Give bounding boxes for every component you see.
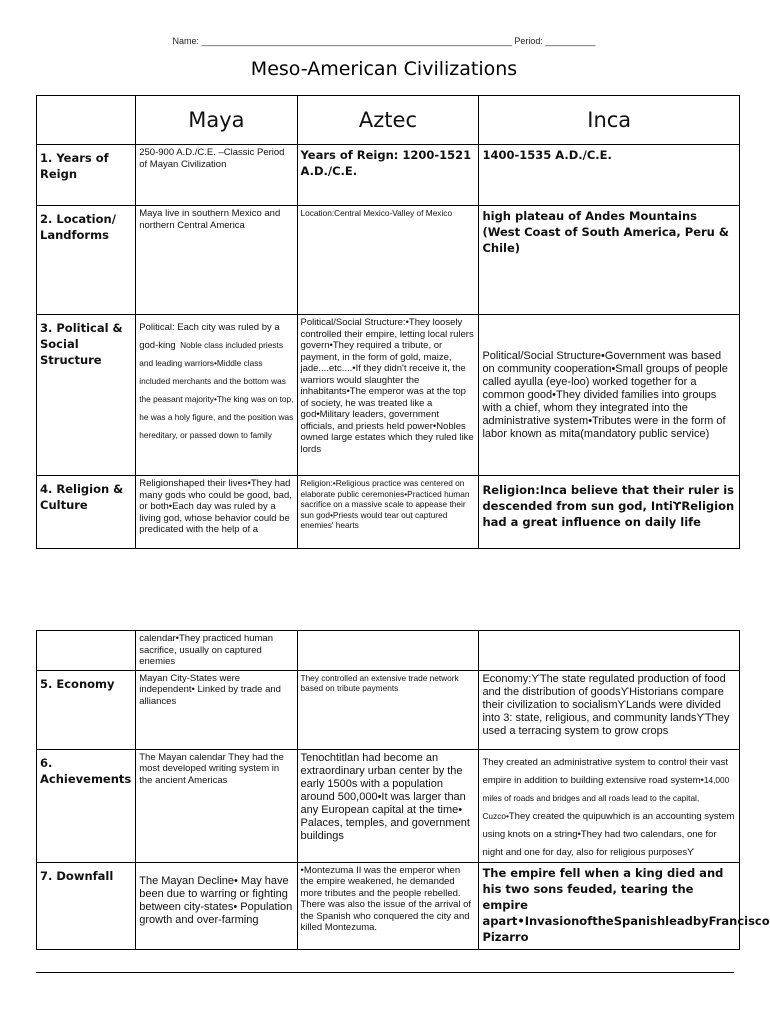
inca-continuation-cell: [479, 631, 740, 671]
aztec-downfall-cell: •Montezuma II was the emperor when the empire weakened, he demanded more tributes and the people rebelled. There was also the issue of the arrival of the Spanish who conquered the city and killed Montezuma.: [297, 862, 479, 949]
continuation-category-cell: [37, 631, 136, 671]
civilizations-table-page-1: [36, 95, 740, 549]
inca-economy-cell: Economy:ϒThe state regulated production of food and the distribution of goodsϒHistorians compare their civilization to socialismϒLands were divided into 3: state, religious, and community landsϒThey used a terracing system to grow crops: [479, 670, 740, 749]
column-header-maya: Maya: [136, 96, 297, 145]
category-downfall: 7. Downfall: [37, 862, 136, 949]
table-row: [37, 749, 740, 862]
aztec-continuation-cell: [297, 631, 479, 671]
inca-political-cell: Political/Social Structure•Government was based on community cooperation•Small groups of people called ayulla (eye-loo) worked together for a common good•They divided families into groups with a chief, whom they integrated into the administrative system•Tributes were in the form of labor known as mita(mandatory public service): [479, 315, 740, 476]
category-economy: 5. Economy: [37, 670, 136, 749]
maya-years-cell: 250-900 A.D./C.E. –Classic Period of Mayan Civilization: [136, 145, 297, 206]
table-row: [37, 206, 740, 315]
aztec-years-cell: Years of Reign: 1200-1521 A.D./C.E.: [297, 145, 479, 206]
maya-religion-cell: Religionshaped their lives•They had many gods who could be good, bad, or both•Each day was ruled by a living god, whose behavior could be predicated with the help of a: [136, 476, 297, 549]
category-achievements: 6. Achievements: [37, 749, 136, 862]
inca-downfall-cell: The empire fell when a king died and his two sons feuded, tearing the empire apart•InvasionoftheSpanishleadbyFrancisco Pizarro: [479, 862, 740, 949]
corner-cell: [37, 96, 136, 145]
maya-political-lead: Political: Each city was ruled by a god-king: [139, 322, 280, 351]
inca-achievements-part-1: They created an administrative system to control their vast empire in addition to building extensive road system•: [482, 756, 728, 786]
category-years-of-reign: 1. Years of Reign: [37, 145, 136, 206]
aztec-economy-cell: They controlled an extensive trade network based on tribute payments: [297, 670, 479, 749]
maya-political-cell: [136, 315, 297, 476]
maya-political-detail: Noble class included priests and leading warriors•Middle class included merchants and the bottom was the peasant majority•The king was on top, he was a holy figure, and the position was hereditary, or passed down to family: [139, 340, 294, 440]
maya-economy-cell: Mayan City-States were independent• Linked by trade and alliances: [136, 670, 297, 749]
name-period-line: Name: ______________________________________________________________ Period: __________: [172, 36, 596, 46]
civilizations-table-page-2: [36, 630, 770, 950]
maya-religion-continuation-cell: calendar•They practiced human sacrifice, usually on captured enemies: [136, 631, 297, 671]
maya-achievements-cell: The Mayan calendar They had the most developed writing system in the ancient Americas: [136, 749, 297, 862]
maya-location-cell: Maya live in southern Mexico and northern Central America: [136, 206, 297, 315]
table-row: [37, 862, 740, 949]
page-title: Meso-American Civilizations: [250, 58, 518, 80]
column-header-aztec: Aztec: [297, 96, 479, 145]
maya-downfall-cell: The Mayan Decline• May have been due to warring or fighting between city-states• Population growth and over-farming: [136, 862, 297, 949]
category-religion-culture: 4. Religion & Culture: [37, 476, 136, 549]
inca-years-cell: 1400-1535 A.D./C.E.: [479, 145, 740, 206]
table-row: [37, 145, 740, 206]
column-header-inca: Inca: [479, 96, 740, 145]
inca-location-cell: high plateau of Andes Mountains (West Coast of South America, Peru & Chile): [479, 206, 740, 315]
inca-achievements-part-2: 14,000 miles of roads and bridges and all roads lead to the capital, Cuzco•: [482, 774, 730, 821]
continuation-row: [37, 631, 740, 671]
inca-religion-cell: Religion:Inca believe that their ruler is descended from sun god, IntiϒReligion had a great influence on daily life: [479, 476, 740, 549]
inca-achievements-part-3: They created the quipuwhich is an accounting system using knots on a string•They had two calendars, one for night and one for day, also for religious purposesϒ: [482, 810, 735, 858]
aztec-achievements-cell: Tenochtitlan had become an extraordinary urban center by the early 1500s with a population around 500,000•It was larger than any European capital at the time• Palaces, temples, and government buildings: [297, 749, 479, 862]
category-location: 2. Location/ Landforms: [37, 206, 136, 315]
aztec-location-cell: Location:Central Mexico-Valley of Mexico: [297, 206, 479, 315]
table-row: [37, 476, 740, 549]
aztec-religion-cell: Religion:•Religious practice was centered on elaborate public ceremonies•Practiced human sacrifice on a massive scale to appease their sun god•Priests would tear out captured enemies' hearts: [297, 476, 479, 549]
aztec-political-cell: Political/Social Structure:•They loosely controlled their empire, letting local rulers govern•They required a tribute, or payment, in the form of gold, maize, jade....etc....•If they didn't receive it, the warriors would slaughter the inhabitants•The emperor was at the top of society, he was treated like a god•Military leaders, government officials, and priests held power•Nobles owned large estates which they ruled like lords: [297, 315, 479, 476]
category-political-social: 3. Political & Social Structure: [37, 315, 136, 476]
table-row: [37, 315, 740, 476]
inca-achievements-cell: [479, 749, 740, 862]
header-row: [37, 96, 740, 145]
bottom-divider: [36, 972, 734, 973]
table-row: [37, 670, 740, 749]
